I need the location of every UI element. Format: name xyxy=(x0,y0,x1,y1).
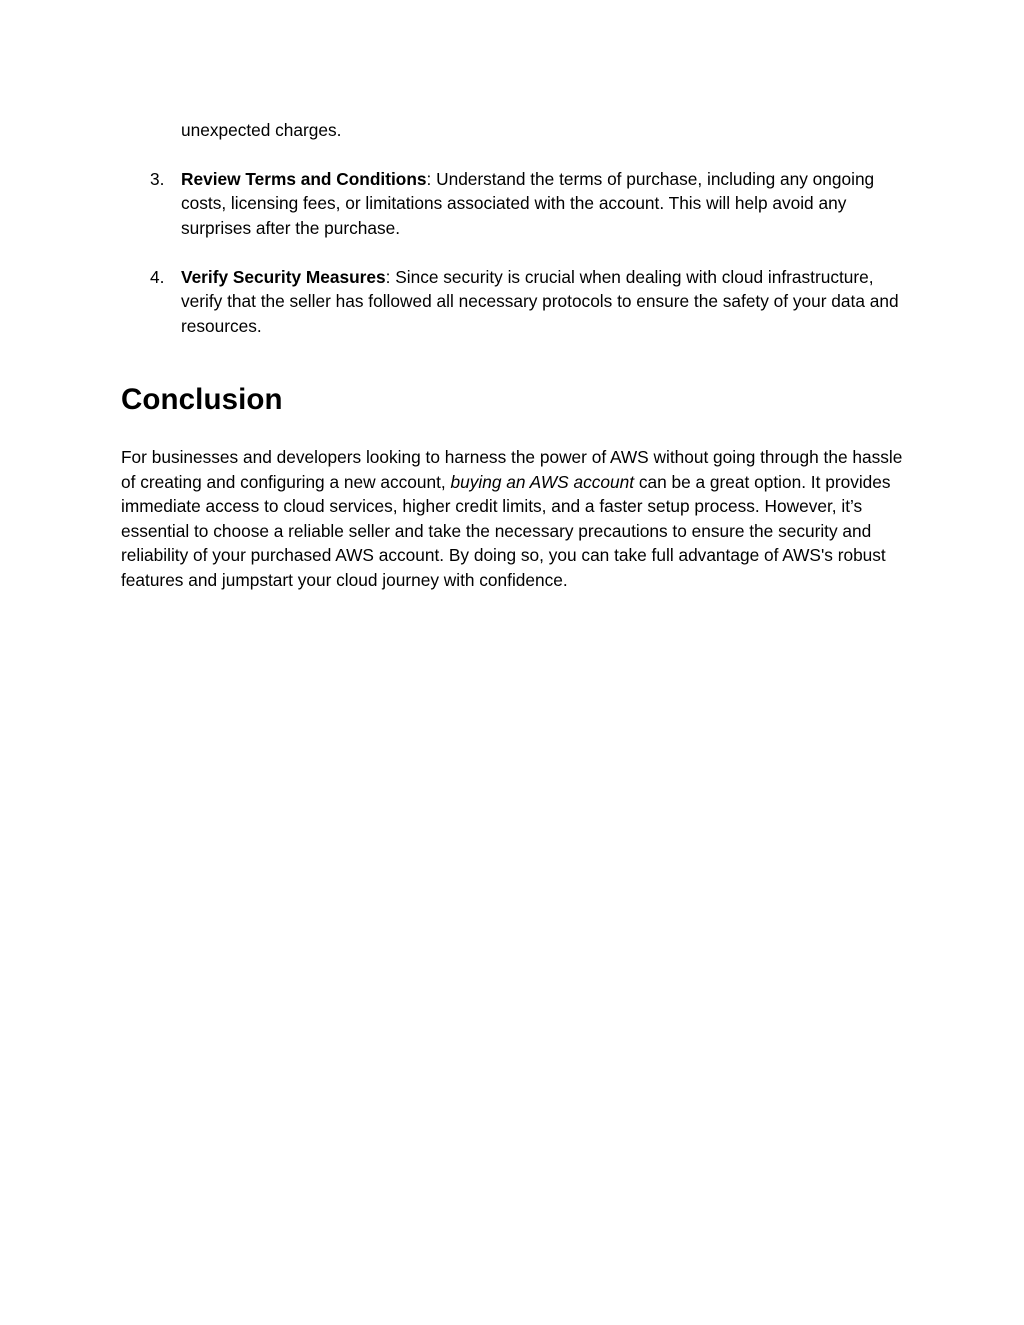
list-item-number: 3. xyxy=(150,168,165,189)
list-item xyxy=(121,167,906,241)
conclusion-text-start: For businesses and developers looking to harness the power of AWS without going through the hassle of creating and configuring a new account, xyxy=(121,447,903,492)
list-item-term: Verify Security Measures xyxy=(181,266,386,287)
conclusion-heading: Conclusion xyxy=(121,383,283,416)
conclusion-emphasis: buying an AWS account xyxy=(450,471,635,492)
list-item xyxy=(121,265,906,339)
conclusion-text-end: can be a great option. It provides immediate access to cloud services, higher credit limits, and a faster setup process. However, it’s essential to choose a reliable seller and take the necessary precautions to ensure the security and reliability of your purchased AWS account. By doing so, you can take full advantage of AWS's robust features and jumpstart your cloud journey with confidence. xyxy=(121,471,891,590)
list-item-description: : Since security is crucial when dealing with cloud infrastructure, verify that the seller has followed all necessary protocols to ensure the safety of your data and resources. xyxy=(181,266,899,336)
list-item-term: Review Terms and Conditions xyxy=(181,168,427,189)
precautions-list xyxy=(121,167,906,339)
list-item-description: : Understand the terms of purchase, including any ongoing costs, licensing fees, or limitations associated with the account. This will help avoid any surprises after the purchase. xyxy=(181,168,875,238)
document-content xyxy=(121,118,906,592)
list-item-continuation: unexpected charges. xyxy=(181,120,342,140)
list-item-number: 4. xyxy=(150,266,165,287)
conclusion-paragraph xyxy=(121,445,906,592)
